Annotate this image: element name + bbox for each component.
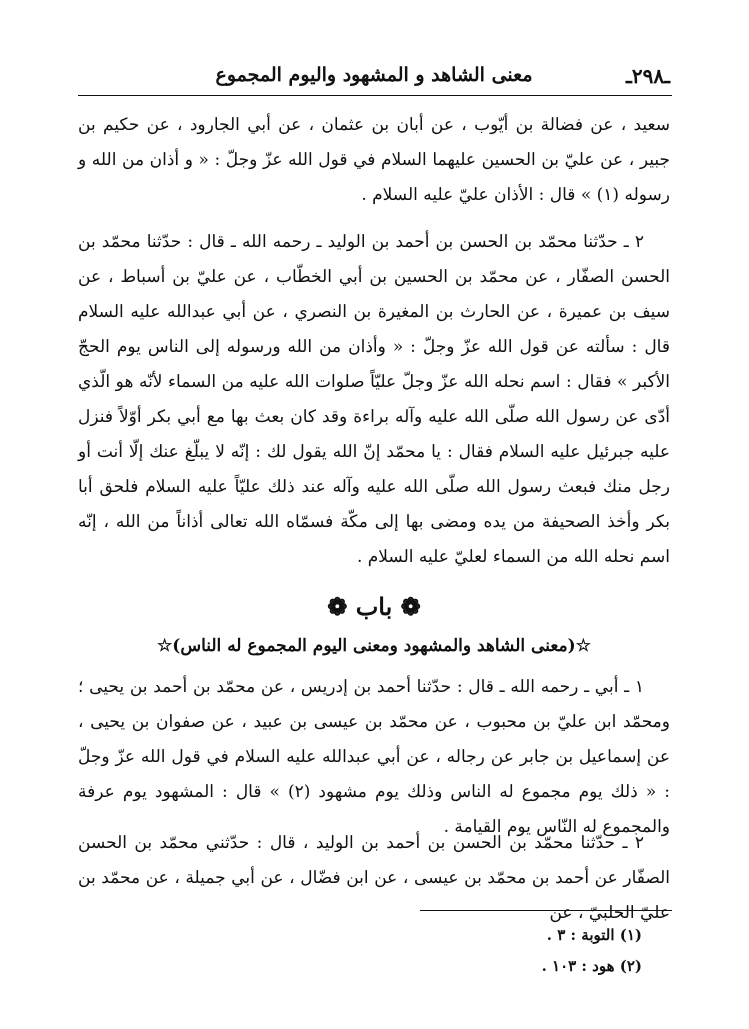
header-rule [78,95,672,96]
footnotes [420,920,642,982]
paragraph-1: سعيد ، عن فضالة بن أيّوب ، عن أبان بن عثمان ، عن أبي الجارود ، عن حكيم بن جبير ، عن عليّ بن الحسين عليهما السلام في قول الله عزّ وجلّ : « و أذان من الله و رسوله (١) » قال : الأذان عليّ عليه السلام . [78,115,670,205]
paragraph-4: ٢ ـ حدّثنا محمّد بن الحسن بن أحمد بن الوليد ، قال : حدّثني محمّد بن الحسن الصفّار عن أحمد بن محمّد بن عيسى ، عن ابن فضّال ، عن أبي جميلة ، عن محمّد بن عليّ الحلبيّ ، عن [78,833,670,923]
paragraph-2: ٢ ـ حدّثنا محمّد بن الحسن بن أحمد بن الوليد ـ رحمه الله ـ قال : حدّثنا محمّد بن الحسن الصفّار ، عن محمّد بن الحسين بن أبي الخطّاب ، عن عليّ بن أسباط ، عن سيف بن عميرة ، عن الحارث بن المغيرة بن النصري ، عن أبي عبدالله عليه السلام قال : سألته عن قول الله عزّ وجلّ : « وأذان من الله ورسوله إلى الناس يوم الحجّ الأكبر » فقال : اسم نحله الله عزّ وجلّ عليّاً صلوات الله عليه من السماء لأنّه هو الّذي أدّى عن رسول الله صلّى الله عليه وآله براءة وقد كان بعث بها مع أبي بكر أوّلاً فنزل عليه جبرئيل عليه السلام فقال : يا محمّد إنّ الله يقول لك : إنّه لا يبلّغ عنك إلّا أنت أو رجل منك فبعث رسول الله صلّى الله عليه وآله عند ذلك عليّاً عليه السلام فلحق أبا بكر وأخذ الصحيفة من يده ومضى بها إلى مكّة فسمّاه الله تعالى أذاناً من الله ، إنّه اسم نحله الله من السماء لعليّ عليه السلام . [78,232,670,567]
section-title: ☆(معنى الشاهد والمشهود ومعنى اليوم المجموع له الناس)☆ [157,636,591,656]
chapter-heading: ❁ باب ❁ [327,592,421,621]
paragraph-3: ١ ـ أبي ـ رحمه الله ـ قال : حدّثنا أحمد بن إدريس ، عن محمّد بن أحمد بن يحيى ؛ ومحمّد ابن عليّ بن محبوب ، عن محمّد بن عيسى بن عبيد ، عن صفوان بن يحيى ، عن إسماعيل بن جابر عن رجاله ، عن أبي عبدالله عليه السلام في قول الله عزّ وجلّ : « ذلك يوم مجموع له الناس وذلك يوم مشهود (٢) » قال : المشهود يوم عرفة والمجموع له النّاس يوم القيامة . [78,677,670,837]
running-title: معنى الشاهد و المشهود واليوم المجموع [215,64,533,86]
footnote-1: (١) التوبة : ٣ . [546,926,642,944]
page-number: ـ٢٩٨ـ [626,64,670,88]
footnote-rule [420,910,672,911]
footnote-2: (٢) هود : ١٠٣ . [541,957,642,975]
page-header [78,60,670,94]
